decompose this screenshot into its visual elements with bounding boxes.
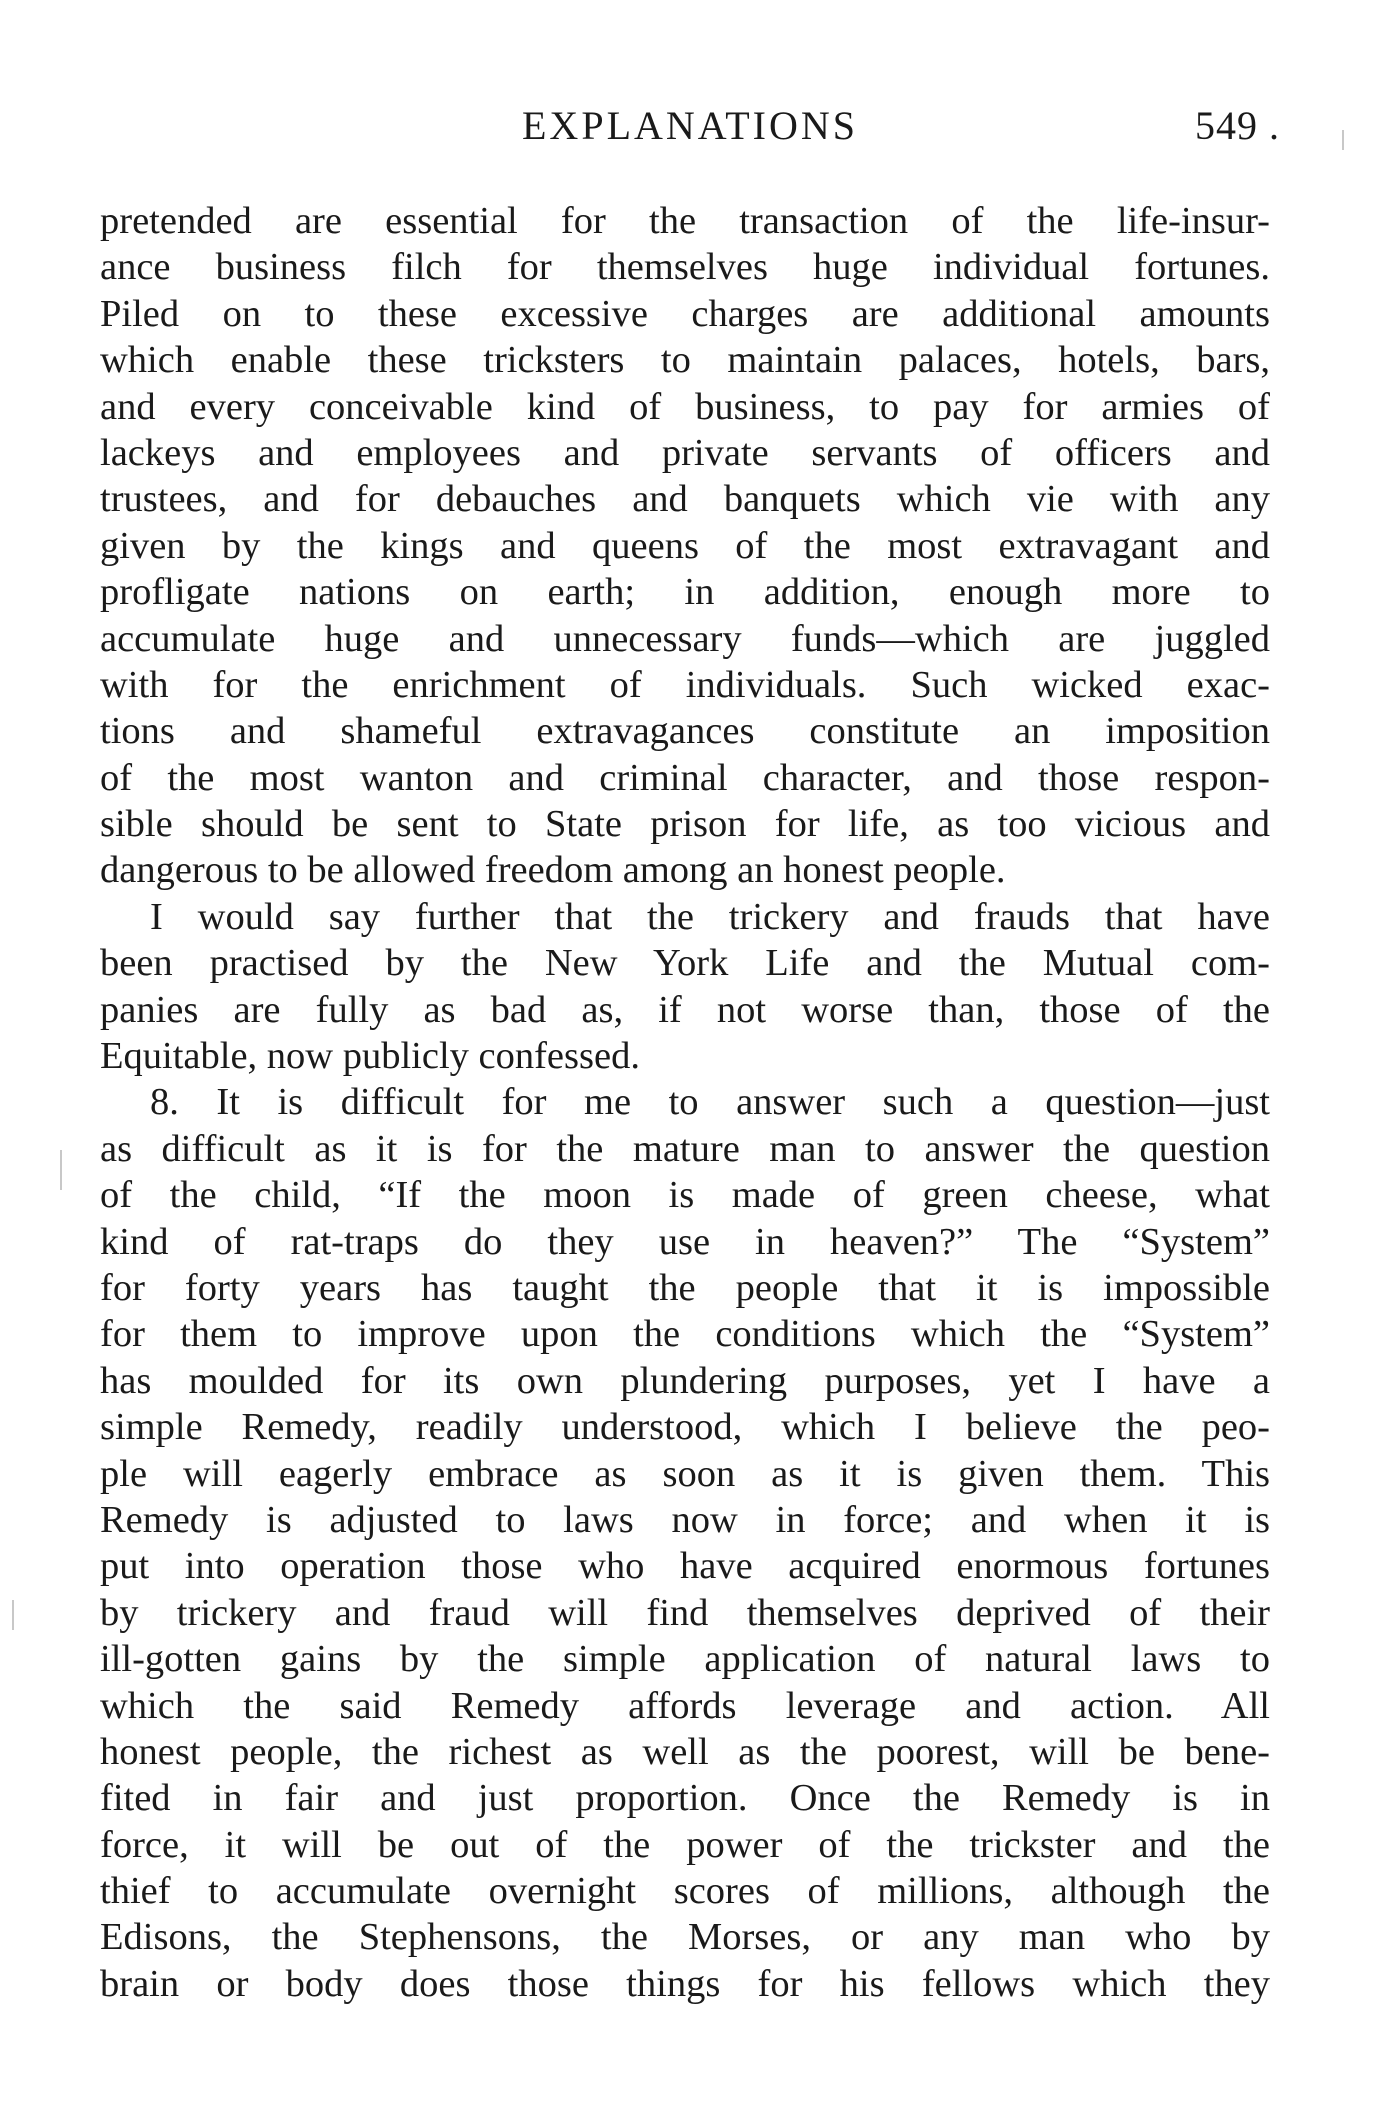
running-head: EXPLANATIONS <box>522 103 858 148</box>
text-line: Edisons, the Stephensons, the Morses, or any man who by <box>100 1916 1270 1959</box>
text-line: which the said Remedy affords leverage and action. All <box>100 1684 1270 1727</box>
text-line: Equitable, now publicly confessed. <box>100 1035 640 1078</box>
text-line: by trickery and fraud will find themselves deprived of their <box>100 1591 1270 1634</box>
page-header <box>100 96 1280 156</box>
text-line: honest people, the richest as well as the poorest, will be bene- <box>100 1730 1270 1773</box>
margin-speck <box>1342 130 1344 150</box>
text-line: trustees, and for debauches and banquets which vie with any <box>100 478 1270 521</box>
text-line: and every conceivable kind of business, to pay for armies of <box>100 385 1270 428</box>
text-line: pretended are essential for the transaction of the life-insur- <box>100 200 1270 242</box>
text-line: profligate nations on earth; in addition, enough more to <box>100 571 1270 614</box>
text-line: dangerous to be allowed freedom among an honest people. <box>100 849 1006 892</box>
text-line: ill-gotten gains by the simple application of natural laws to <box>100 1638 1270 1681</box>
text-line: fited in fair and just proportion. Once the Remedy is in <box>100 1777 1270 1820</box>
text-line: Remedy is adjusted to laws now in force; and when it is <box>100 1498 1270 1541</box>
margin-speck <box>60 1150 62 1190</box>
text-line: of the child, “If the moon is made of green cheese, what <box>100 1174 1270 1217</box>
text-line: been practised by the New York Life and the Mutual com- <box>100 942 1270 985</box>
text-line: sible should be sent to State prison for life, as too vicious and <box>100 803 1270 846</box>
text-line: ple will eagerly embrace as soon as it is given them. This <box>100 1452 1270 1495</box>
text-line: panies are fully as bad as, if not worse than, those of the <box>100 988 1270 1031</box>
text-line: given by the kings and queens of the most extravagant and <box>100 524 1270 567</box>
page-number: 549 . <box>1195 103 1280 148</box>
text-line: with for the enrichment of individuals. Such wicked exac- <box>100 663 1270 706</box>
text-line: brain or body does those things for his fellows which they <box>100 1962 1270 2005</box>
text-line: Piled on to these excessive charges are additional amounts <box>100 292 1270 335</box>
text-line: kind of rat-traps do they use in heaven?” The “System” <box>100 1220 1270 1263</box>
text-line: thief to accumulate overnight scores of millions, although the <box>100 1870 1270 1913</box>
text-line: has moulded for its own plundering purposes, yet I have a <box>100 1359 1270 1402</box>
text-line: as difficult as it is for the mature man to answer the question <box>100 1127 1270 1170</box>
text-line: for forty years has taught the people that it is impossible <box>100 1266 1270 1309</box>
text-line: ance business filch for themselves huge individual fortunes. <box>100 246 1270 289</box>
text-line: force, it will be out of the power of the trickster and the <box>100 1823 1270 1866</box>
text-line: lackeys and employees and private servants of officers and <box>100 431 1270 474</box>
paragraph-start-line: I would say further that the trickery and frauds that have <box>150 895 1270 938</box>
text-line: tions and shameful extravagances constitute an imposition <box>100 710 1270 753</box>
text-line: of the most wanton and criminal character, and those respon- <box>100 756 1270 799</box>
body-text <box>100 198 1270 2007</box>
margin-speck <box>12 1600 14 1630</box>
text-line: which enable these tricksters to maintain palaces, hotels, bars, <box>100 339 1270 382</box>
text-line: accumulate huge and unnecessary funds—which are juggled <box>100 617 1270 660</box>
text-line: simple Remedy, readily understood, which I believe the peo- <box>100 1406 1270 1449</box>
text-line: for them to improve upon the conditions which the “System” <box>100 1313 1270 1356</box>
paragraph-start-line: 8. It is difficult for me to answer such a question—just <box>150 1081 1270 1124</box>
text-line: put into operation those who have acquired enormous fortunes <box>100 1545 1270 1588</box>
